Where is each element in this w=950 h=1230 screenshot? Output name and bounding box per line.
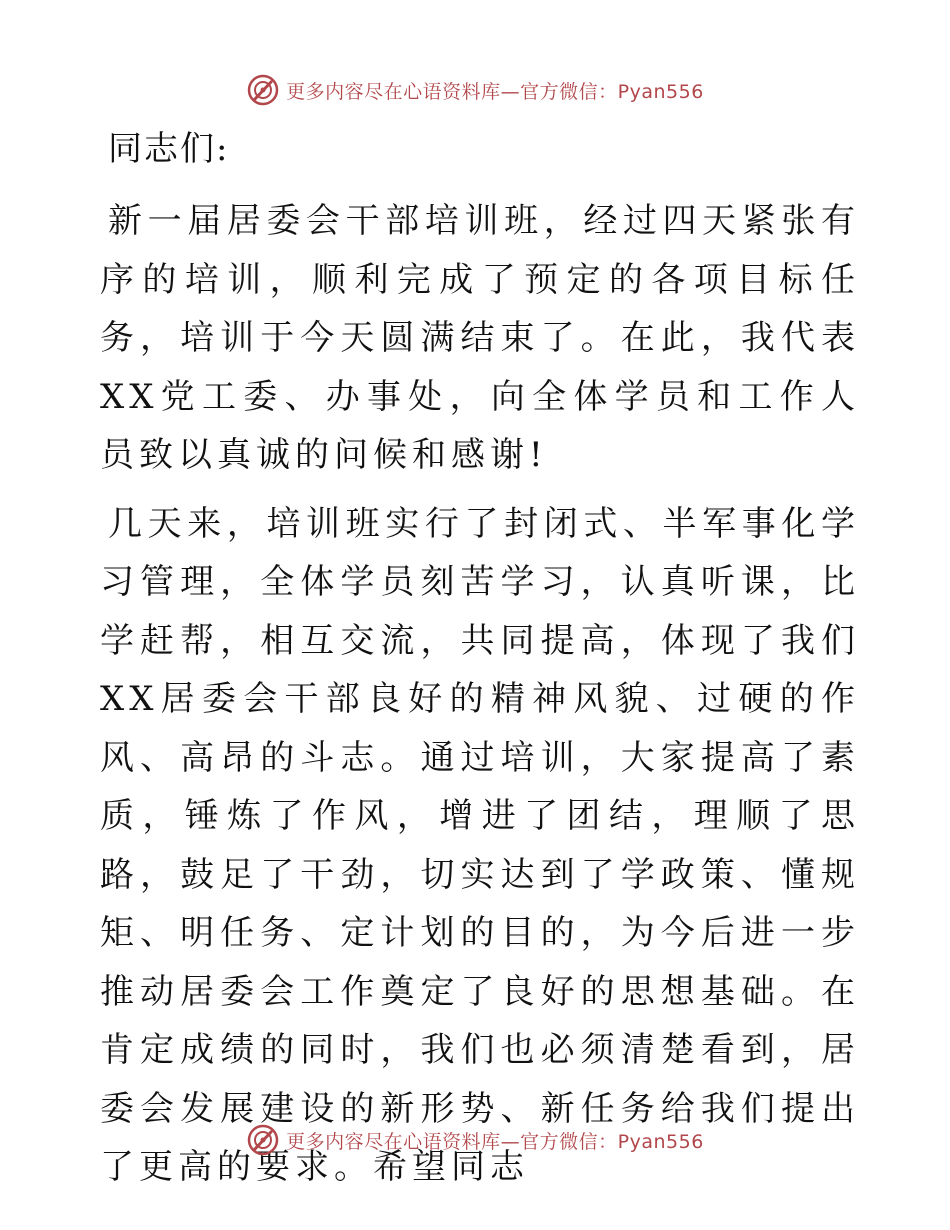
paragraph-1: 新一届居委会干部培训班，经过四天紧张有序的培训，顺利完成了预定的各项目标任务，培训于今天圆满结束了。在此，我代表XX党工委、办事处，向全体学员和工作人员致以真诚的问候和感谢! [100, 201, 860, 475]
red-seal-logo-icon [246, 1123, 280, 1157]
header-watermark-text: 更多内容尽在心语资料库—官方微信：Pyan556 [286, 80, 704, 103]
footer-watermark [0, 1120, 950, 1160]
paragraph-2: 几天来，培训班实行了封闭式、半军事化学习管理，全体学员刻苦学习，认真听课，比学赶帮，相互交流，共同提高，体现了我们XX居委会干部良好的精神风貌、过硬的作风、高昂的斗志。通过培训，大家提高了素质，锤炼了作风，增进了团结，理顺了思路，鼓足了干劲，切实达到了学政策、懂规矩、明任务、定计划的目的，为今后进一步推动居委会工作奠定了良好的思想基础。在肯定成绩的同时，我们也必须清楚看到，居委会发展建设的新形势、新任务给我们提出了更高的要求。希望同志 [100, 503, 860, 1187]
red-seal-logo-icon [246, 73, 280, 107]
document-body [100, 120, 860, 1207]
footer-watermark-text: 更多内容尽在心语资料库—官方微信：Pyan556 [286, 1130, 704, 1153]
greeting: 同志们: [108, 129, 230, 169]
header-watermark [0, 70, 950, 110]
